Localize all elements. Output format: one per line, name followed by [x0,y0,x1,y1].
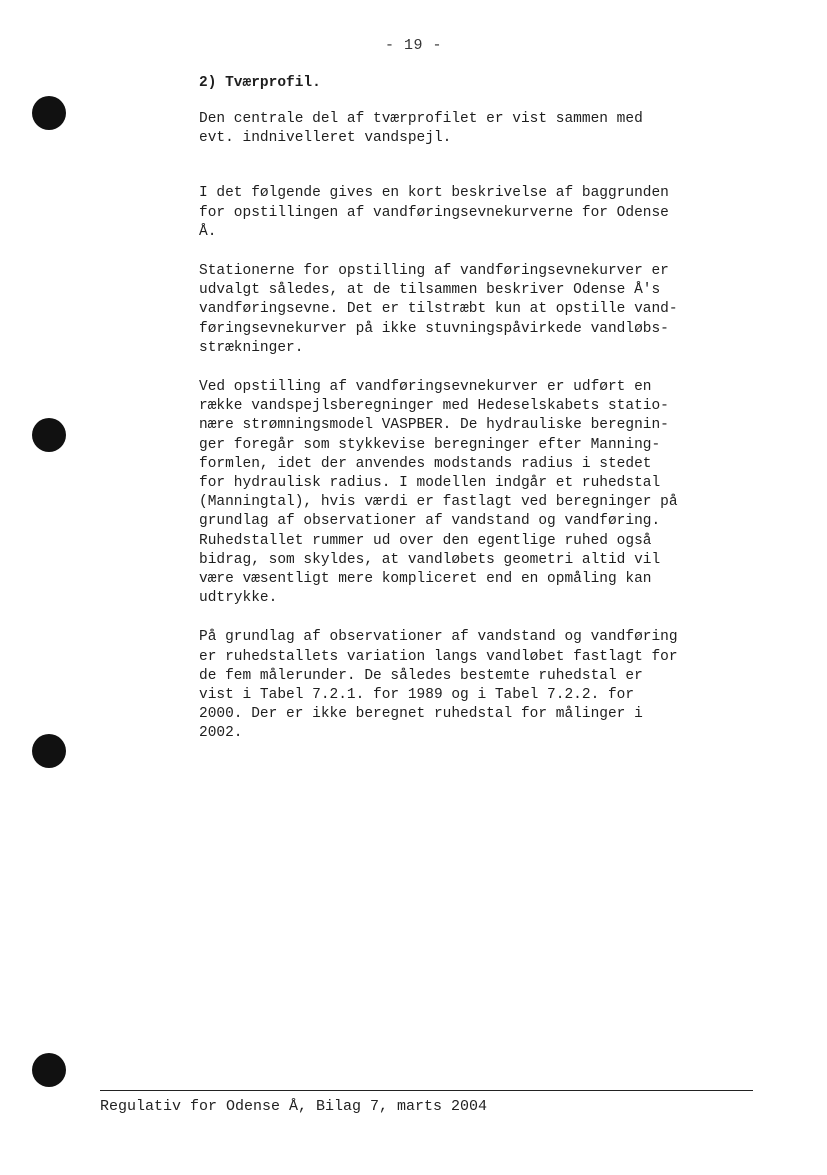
section-heading: 2) Tværprofil. [199,75,321,91]
page-number: - 19 - [384,37,442,54]
paragraph-1: Den centrale del af tværprofilet er vist sammen med evt. indnivelleret vandspejl. [199,111,643,147]
paragraph-5: På grundlag af observationer af vandstand og vandføring er ruhedstallets variation langs vandløbet fastlagt for de fem målerunder. De således bestemte ruhedstal er vist i Tabel 7.2.1. for 1989 og i Tabel 7.2.2. for 2000. Der er ikke beregnet ruhedstal for målinger i 2002. [199,629,678,742]
paragraph-4: Ved opstilling af vandføringsevnekurver er udført en række vandspejlsberegninger med Hedeselskabets statio- nære strømningsmodel VASPBER. De hydrauliske beregnin- ger foregår som stykkevise beregninger efter Manning- formlen, idet der anvendes modstands radius i stedet for hydraulisk radius. I modellen indgår et ruhedstal (Manningtal), hvis værdi er fastlagt ved beregninger på grundlag af observationer af vandstand og vandføring. Ruhedstallet rummer ud over den egentlige ruhed også bidrag, som skyldes, at vandløbets geometri altid vil være væsentligt mere kompliceret end en opmåling kan udtrykke. [199,379,678,607]
paragraph-2: I det følgende gives en kort beskrivelse af baggrunden for opstillingen af vandføringsevnekurverne for Odense Å. [199,185,669,240]
footer-divider [100,1090,753,1091]
footer: Regulativ for Odense Å, Bilag 7, marts 2004 [100,1098,488,1115]
punch-hole-icon [32,418,66,452]
punch-hole-icon [32,1053,66,1087]
paragraph-3: Stationerne for opstilling af vandføringsevnekurver er udvalgt således, at de tilsammen beskriver Odense Å's vandføringsevne. Det er tilstræbt kun at opstille vand- føringsevnekurver på ikke stuvningspåvirkede vandløbs- strækninger. [199,263,678,356]
punch-hole-icon [32,96,66,130]
punch-hole-icon [32,734,66,768]
document-body [199,74,759,744]
